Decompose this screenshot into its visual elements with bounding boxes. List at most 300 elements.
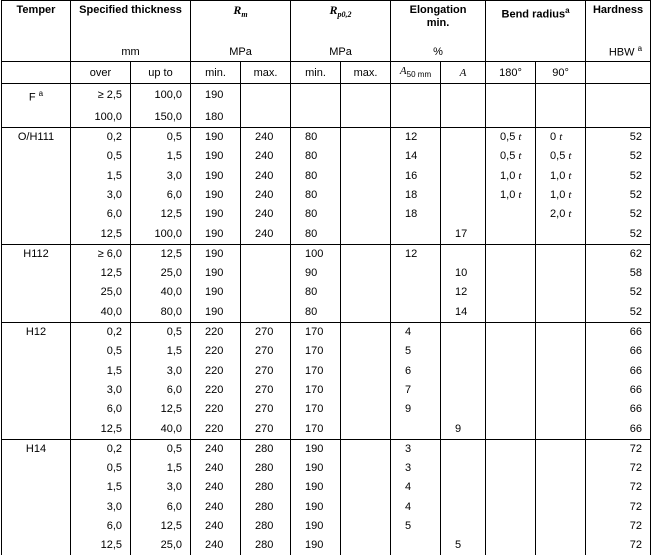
cell-rm-max [241,264,291,283]
cell-b180 [486,517,536,536]
temper-cell-empty [2,459,71,478]
cell-rp-max [341,264,391,283]
temper-cell-empty [2,108,71,128]
cell-rm-max: 240 [241,186,291,205]
cell-over: ≥ 6,0 [71,244,131,264]
cell-rm-min: 220 [191,322,241,342]
temper-cell-empty [2,167,71,186]
cell-upto: 100,0 [131,84,191,108]
cell-a50 [391,303,441,323]
cell-rp-min: 80 [291,147,341,166]
cell-a [441,478,486,497]
cell-rm-max: 240 [241,167,291,186]
sub-180: 180° [486,62,536,84]
cell-b90: 1,0 t [536,167,586,186]
cell-a [441,362,486,381]
cell-rm-max [241,244,291,264]
cell-over: 6,0 [71,400,131,419]
cell-a: 12 [441,283,486,302]
cell-rm-max: 280 [241,517,291,536]
table-row [2,362,651,381]
cell-rm-min: 190 [191,167,241,186]
cell-a: 17 [441,224,486,244]
temper-cell [2,322,71,342]
table-row [2,205,651,224]
table-row [2,167,651,186]
cell-hbw: 52 [586,186,651,205]
cell-upto: 80,0 [131,303,191,323]
table-row [2,498,651,517]
cell-a50: 5 [391,517,441,536]
cell-a [441,322,486,342]
cell-a [441,439,486,459]
cell-b180 [486,264,536,283]
cell-rp-min: 170 [291,381,341,400]
temper-cell-empty [2,419,71,439]
cell-hbw: 66 [586,322,651,342]
cell-rp-max [341,322,391,342]
cell-over: 0,2 [71,322,131,342]
cell-rp-max [341,186,391,205]
cell-rm-min: 220 [191,419,241,439]
table-row [2,147,651,166]
table-row [2,322,651,342]
cell-rp-min: 170 [291,400,341,419]
cell-rp-max [341,283,391,302]
cell-b180 [486,322,536,342]
temper-cell-empty [2,498,71,517]
cell-a [441,381,486,400]
cell-b180 [486,478,536,497]
cell-rm-min: 190 [191,244,241,264]
cell-rm-min: 190 [191,264,241,283]
cell-hbw: 72 [586,439,651,459]
cell-rm-min: 190 [191,186,241,205]
cell-rm-min: 220 [191,342,241,361]
cell-b180: 1,0 t [486,186,536,205]
cell-b180 [486,459,536,478]
temper-cell-empty [2,400,71,419]
cell-upto: 6,0 [131,381,191,400]
cell-a50: 5 [391,342,441,361]
unit-bend-empty [486,42,586,62]
cell-rp-max [341,517,391,536]
cell-a [441,459,486,478]
sub-rm-min: min. [191,62,241,84]
cell-rp-max [341,478,391,497]
table-row [2,400,651,419]
cell-a [441,84,486,108]
table-row [2,224,651,244]
col-temper: Temper [2,1,71,43]
cell-b180 [486,362,536,381]
cell-over: 3,0 [71,498,131,517]
cell-over: 0,5 [71,459,131,478]
cell-rm-min: 240 [191,536,241,555]
cell-b180 [486,108,536,128]
cell-a: 5 [441,536,486,555]
cell-rm-min: 190 [191,205,241,224]
cell-hbw: 52 [586,147,651,166]
cell-rp-max [341,205,391,224]
cell-a: 14 [441,303,486,323]
unit-hbw: HBW $^a$ [586,42,651,62]
cell-rm-max: 270 [241,419,291,439]
cell-rm-min: 240 [191,517,241,536]
cell-upto: 1,5 [131,459,191,478]
cell-b180: 0,5 t [486,147,536,166]
cell-rp-min: 80 [291,127,341,147]
temper-cell [2,439,71,459]
cell-rp-min: 80 [291,224,341,244]
cell-rm-max: 240 [241,147,291,166]
cell-rm-max [241,84,291,108]
cell-hbw [586,84,651,108]
table-row [2,459,651,478]
col-elongation: Elongation min. [391,1,486,43]
cell-rp-max [341,536,391,555]
cell-a50: 14 [391,147,441,166]
cell-rm-max: 270 [241,400,291,419]
cell-a50: 4 [391,322,441,342]
cell-b180 [486,283,536,302]
cell-upto: 3,0 [131,167,191,186]
cell-rp-min: 80 [291,205,341,224]
cell-b180 [486,536,536,555]
cell-rp-min: 170 [291,322,341,342]
cell-rp-min: 170 [291,342,341,361]
cell-upto: 12,5 [131,244,191,264]
cell-b90 [536,264,586,283]
table-row [2,536,651,555]
cell-rm-max: 270 [241,342,291,361]
cell-over: 12,5 [71,536,131,555]
cell-hbw: 52 [586,283,651,302]
cell-a [441,186,486,205]
cell-b90 [536,498,586,517]
cell-rm-max: 280 [241,459,291,478]
sub-a: A [441,62,486,84]
cell-over: 1,5 [71,167,131,186]
cell-rp-max [341,439,391,459]
table-row [2,517,651,536]
cell-a: 10 [441,264,486,283]
cell-hbw: 72 [586,517,651,536]
cell-b90 [536,322,586,342]
cell-b180 [486,439,536,459]
cell-hbw: 66 [586,362,651,381]
cell-hbw: 62 [586,244,651,264]
cell-rm-max: 240 [241,127,291,147]
cell-a50 [391,283,441,302]
cell-rm-max: 270 [241,322,291,342]
cell-b180: 0,5 t [486,127,536,147]
temper-cell-empty [2,381,71,400]
cell-upto: 25,0 [131,264,191,283]
cell-hbw: 66 [586,419,651,439]
cell-rp-max [341,167,391,186]
cell-over: 100,0 [71,108,131,128]
temper-cell-empty [2,342,71,361]
cell-rm-min: 190 [191,283,241,302]
cell-upto: 0,5 [131,439,191,459]
cell-a50: 6 [391,362,441,381]
cell-a [441,342,486,361]
cell-rp-max [341,381,391,400]
cell-hbw [586,108,651,128]
cell-rp-max [341,127,391,147]
cell-hbw: 72 [586,459,651,478]
cell-a [441,127,486,147]
cell-over: 3,0 [71,186,131,205]
unit-percent: % [391,42,486,62]
cell-over: ≥ 2,5 [71,84,131,108]
temper-cell [2,127,71,147]
cell-rp-min: 80 [291,186,341,205]
cell-a50: 18 [391,205,441,224]
cell-a50: 12 [391,127,441,147]
sub-90: 90° [536,62,586,84]
cell-over: 6,0 [71,517,131,536]
temper-cell-empty [2,303,71,323]
cell-upto: 0,5 [131,322,191,342]
table-body [2,84,651,556]
col-specified-thickness: Specified thickness [71,1,191,43]
cell-b90: 0,5 t [536,147,586,166]
cell-a50 [391,536,441,555]
cell-hbw: 66 [586,342,651,361]
unit-mpa-rp: MPa [291,42,391,62]
sub-a50: $A_{50 mm}$ [391,62,441,84]
cell-b90 [536,517,586,536]
cell-b90 [536,400,586,419]
cell-upto: 25,0 [131,536,191,555]
sub-empty [2,62,71,84]
cell-rp-min: 100 [291,244,341,264]
cell-upto: 150,0 [131,108,191,128]
cell-b180 [486,342,536,361]
cell-rm-min: 180 [191,108,241,128]
cell-rm-min: 240 [191,439,241,459]
cell-over: 6,0 [71,205,131,224]
cell-rp-min: 90 [291,264,341,283]
cell-hbw: 58 [586,264,651,283]
cell-b90 [536,362,586,381]
cell-rp-max [341,362,391,381]
cell-b90 [536,439,586,459]
cell-rp-max [341,244,391,264]
cell-b180 [486,419,536,439]
temper-label: H12 [25,326,47,339]
cell-a50 [391,419,441,439]
table-row [2,244,651,264]
cell-rm-min: 220 [191,362,241,381]
cell-rm-min: 190 [191,303,241,323]
cell-rp-min: 190 [291,517,341,536]
col-bend-radius: Bend radius$^a$ [486,1,586,43]
cell-rm-min: 190 [191,84,241,108]
cell-upto: 12,5 [131,517,191,536]
temper-cell [2,84,71,108]
temper-cell-empty [2,517,71,536]
cell-hbw: 66 [586,381,651,400]
cell-over: 40,0 [71,303,131,323]
cell-over: 12,5 [71,224,131,244]
temper-cell-empty [2,478,71,497]
unit-empty [2,42,71,62]
cell-hbw: 52 [586,127,651,147]
cell-rm-max: 280 [241,439,291,459]
cell-a [441,147,486,166]
cell-rp-min: 80 [291,303,341,323]
cell-b90 [536,283,586,302]
table-row [2,127,651,147]
col-hardness: Hardness [586,1,651,43]
cell-b180 [486,381,536,400]
cell-b90 [536,381,586,400]
sub-rm-max: max. [241,62,291,84]
cell-a [441,498,486,517]
temper-cell-empty [2,147,71,166]
temper-cell-empty [2,186,71,205]
cell-hbw: 52 [586,224,651,244]
cell-b90 [536,342,586,361]
col-rp: $R_{p0,2}$ [291,1,391,43]
sub-hbw-empty [586,62,651,84]
cell-rm-min: 240 [191,498,241,517]
cell-rp-min: 190 [291,536,341,555]
cell-a50: 3 [391,439,441,459]
temper-cell-empty [2,362,71,381]
cell-over: 3,0 [71,381,131,400]
cell-upto: 0,5 [131,127,191,147]
cell-hbw: 52 [586,167,651,186]
sub-rp-min: min. [291,62,341,84]
cell-rp-min: 170 [291,419,341,439]
sub-over: over [71,62,131,84]
temper-cell-empty [2,205,71,224]
cell-rp-min: 190 [291,439,341,459]
cell-rm-min: 190 [191,147,241,166]
cell-over: 12,5 [71,264,131,283]
cell-b90: 0 t [536,127,586,147]
cell-b90 [536,108,586,128]
sub-rp-max: max. [341,62,391,84]
cell-upto: 6,0 [131,186,191,205]
cell-rp-min: 190 [291,459,341,478]
cell-b180 [486,498,536,517]
cell-over: 0,5 [71,147,131,166]
cell-rp-max [341,419,391,439]
cell-a50: 12 [391,244,441,264]
cell-rm-max: 280 [241,498,291,517]
cell-over: 25,0 [71,283,131,302]
table-row [2,419,651,439]
cell-rm-max: 240 [241,224,291,244]
temper-label: H112 [23,247,49,260]
cell-a50: 16 [391,167,441,186]
cell-rp-max [341,84,391,108]
cell-a50: 9 [391,400,441,419]
cell-a: 9 [441,419,486,439]
cell-rp-min: 80 [291,167,341,186]
cell-a50 [391,84,441,108]
properties-table [1,0,651,555]
cell-rm-min: 190 [191,127,241,147]
table-row [2,186,651,205]
cell-b90 [536,459,586,478]
temper-cell-empty [2,283,71,302]
cell-upto: 12,5 [131,205,191,224]
table-row [2,108,651,128]
cell-rm-max: 280 [241,536,291,555]
cell-rp-max [341,342,391,361]
table-row [2,381,651,400]
cell-a50 [391,224,441,244]
cell-hbw: 72 [586,536,651,555]
col-rm: $R_m$ [191,1,291,43]
cell-hbw: 52 [586,205,651,224]
temper-cell-empty [2,264,71,283]
cell-b90 [536,84,586,108]
table-row [2,264,651,283]
cell-a [441,400,486,419]
cell-b90 [536,478,586,497]
cell-hbw: 52 [586,303,651,323]
cell-b180 [486,400,536,419]
cell-a50 [391,264,441,283]
cell-rm-max: 270 [241,381,291,400]
temper-label: O/H111 [17,131,55,144]
cell-rp-min [291,108,341,128]
cell-rp-max [341,400,391,419]
cell-a50: 4 [391,498,441,517]
cell-rp-min: 170 [291,362,341,381]
cell-rp-max [341,459,391,478]
cell-b90 [536,244,586,264]
cell-b90 [536,536,586,555]
cell-rp-max [341,147,391,166]
temper-cell [2,244,71,264]
cell-rp-min: 190 [291,478,341,497]
temper-label: H14 [25,442,47,455]
sub-up-to: up to [131,62,191,84]
cell-rp-min: 190 [291,498,341,517]
cell-a50: 3 [391,459,441,478]
cell-a [441,167,486,186]
cell-b180 [486,224,536,244]
cell-upto: 100,0 [131,224,191,244]
cell-b180 [486,244,536,264]
cell-a50 [391,108,441,128]
cell-rm-min: 220 [191,400,241,419]
cell-upto: 3,0 [131,478,191,497]
cell-rm-max [241,283,291,302]
cell-upto: 1,5 [131,342,191,361]
cell-rm-max: 280 [241,478,291,497]
cell-rp-max [341,224,391,244]
cell-a [441,244,486,264]
cell-a [441,517,486,536]
cell-rm-max: 240 [241,205,291,224]
temper-footnote: a [38,89,44,98]
cell-upto: 6,0 [131,498,191,517]
cell-b180 [486,84,536,108]
cell-b90: 1,0 t [536,186,586,205]
cell-over: 12,5 [71,419,131,439]
cell-over: 1,5 [71,478,131,497]
cell-rp-max [341,498,391,517]
